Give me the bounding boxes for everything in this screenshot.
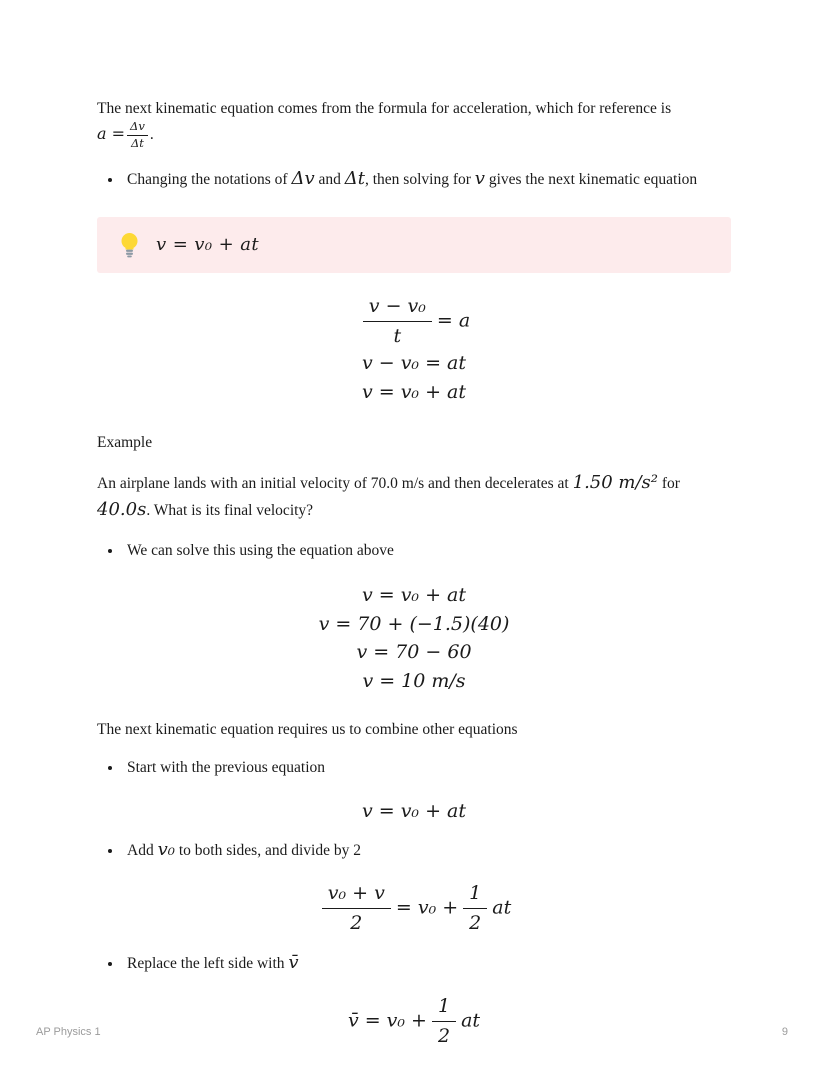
text-run: An airplane lands with an initial velocity of 70.0 m/s and then decelerates at [97,475,573,493]
text-run: Add [127,842,158,860]
bullet-list-replace [97,949,731,977]
fraction-denominator: 2 [437,1024,451,1047]
math-line: v = v₀ + at [361,381,467,404]
bullet-add [123,836,731,864]
example-heading: Example [97,433,153,451]
math-line: v = v₀ + at [361,583,467,606]
fraction-denominator: 2 [469,912,482,935]
equation-tail: at [492,896,512,919]
lightbulb-icon [119,232,140,258]
intro-formula-line [97,120,731,151]
bullet-list-add [97,836,731,864]
math-line-fraction [97,295,731,348]
equation-vbar [97,995,731,1048]
math-v0: v₀ [157,839,175,861]
equation-tail: at [461,1009,481,1032]
bullet-solve: • We can solve this using the equation above [123,539,731,563]
callout-equation: v = v₀ + at [156,234,259,256]
fraction-numerator: v − v₀ [363,295,432,322]
footer-doc-title: AP Physics 1 [36,1026,101,1038]
bullet-list-start [97,756,731,780]
text-run: gives the next kinematic equation [484,170,698,188]
fraction-numerator: 1 [432,995,456,1022]
fraction [432,995,456,1048]
equation-lead: v̄ = v₀ + [347,1009,427,1032]
fraction-numerator: Δv [127,120,148,136]
equation-mid: = v₀ + [395,896,459,919]
fraction-denominator: Δt [130,136,144,151]
bullet-notation [123,165,731,193]
math-delta-t: Δt [344,167,365,189]
example-steps [97,583,731,694]
text-run: Replace the left side with [127,954,289,972]
equation-average-derivation [97,882,731,935]
bullet-list-solve [97,539,731,563]
bullet-start: • Start with the previous equation [123,756,731,780]
fraction-numerator: 1 [463,882,487,909]
fraction [463,882,487,935]
fraction [363,295,432,348]
intro-eq-lead: a = [97,124,126,144]
math-delta-v: Δv [291,167,315,189]
callout [97,217,731,273]
page-footer [36,1026,788,1038]
text-run: . What is its final velocity? [146,502,314,520]
math-time: 40.0s [97,499,147,521]
intro-text: The next kinematic equation comes from the formula for acceleration, which for reference is [97,100,672,117]
intro-paragraph [97,97,731,151]
fraction-denominator: 2 [350,912,363,935]
intro-fraction [127,120,148,151]
fraction-denominator: t [393,324,402,347]
equation-previous: v = v₀ + at [361,800,467,823]
example-problem [97,469,731,523]
text-run: , then solving for [365,170,475,188]
text-run: Changing the notations of [127,170,292,188]
intro-eq-period: . [149,126,154,144]
text-run: and [314,170,345,188]
bullet-replace [123,949,731,977]
footer-page-number: 9 [781,1026,788,1038]
math-deceleration: 1.50 m/s² [572,472,659,494]
text-run: to both sides, and divide by 2 [174,842,361,860]
math-line: v = 70 + (−1.5)(40) [318,612,510,635]
math-line: v = 70 − 60 [356,641,472,664]
math-v: v [474,167,485,189]
derivation-acceleration [97,295,731,405]
math-vbar: v̄ [288,951,299,973]
bullet-list-notation [97,165,731,193]
equation-rhs: = a [436,309,471,332]
combine-intro: The next kinematic equation requires us to combine other equations [97,720,518,738]
text-run: for [658,475,680,493]
fraction-numerator: v₀ + v [322,882,391,909]
math-line: v − v₀ = at [361,352,467,375]
math-line: v = 10 m/s [362,670,466,693]
fraction [322,882,391,935]
